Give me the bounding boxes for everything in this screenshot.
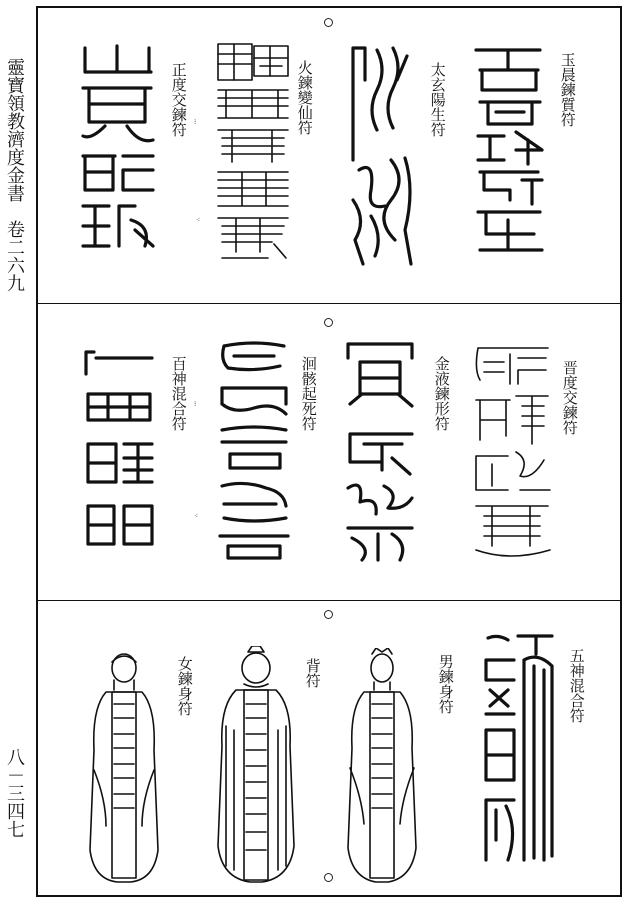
book-title: 靈寶領教濟度金書 bbox=[4, 58, 25, 202]
small-mark: ⁖ bbox=[194, 512, 199, 520]
talisman-glyph bbox=[470, 40, 550, 265]
back-figure bbox=[214, 646, 298, 884]
panel-divider-2 bbox=[36, 600, 622, 601]
small-mark: ⁝ bbox=[194, 400, 197, 408]
talisman-caption: 女鍊身符 bbox=[175, 656, 194, 716]
female-figure bbox=[84, 650, 164, 884]
running-title bbox=[5, 58, 23, 292]
binding-mark bbox=[324, 610, 333, 619]
talisman-glyph bbox=[212, 38, 294, 268]
volume-number: 卷二六九 bbox=[4, 220, 25, 292]
talisman-caption: 五神混合符 bbox=[567, 648, 586, 723]
talisman-glyph bbox=[470, 340, 556, 570]
talisman-glyph bbox=[345, 40, 417, 270]
talisman-caption: 背符 bbox=[303, 658, 322, 688]
binding-mark bbox=[324, 18, 333, 27]
talisman-glyph bbox=[75, 40, 161, 266]
talisman-caption: 正度交鍊符 bbox=[169, 62, 188, 137]
talisman-caption: 晋度交鍊符 bbox=[560, 360, 579, 435]
small-mark: ⁖ bbox=[196, 216, 201, 224]
binding-mark bbox=[324, 318, 333, 327]
talisman-caption: 金液鍊形符 bbox=[432, 356, 451, 431]
male-figure bbox=[342, 648, 422, 884]
talisman-glyph bbox=[80, 344, 158, 566]
talisman-caption: 百神混合符 bbox=[169, 356, 188, 431]
small-mark: ⁝ bbox=[194, 118, 197, 126]
talisman-glyph bbox=[214, 338, 294, 564]
talisman-caption: 太玄陽生符 bbox=[428, 62, 447, 137]
talisman-caption: 男鍊身符 bbox=[436, 654, 455, 714]
talisman-caption: 火鍊變仙符 bbox=[295, 60, 314, 135]
talisman-glyph bbox=[342, 338, 418, 566]
talisman-glyph bbox=[478, 630, 560, 870]
talisman-caption: 洄骸起死符 bbox=[299, 356, 318, 431]
talisman-caption: 玉晨鍊質符 bbox=[558, 52, 577, 127]
panel-divider-1 bbox=[36, 303, 622, 304]
binding-mark bbox=[324, 873, 333, 882]
page-number: 八－三四七 bbox=[4, 748, 25, 838]
